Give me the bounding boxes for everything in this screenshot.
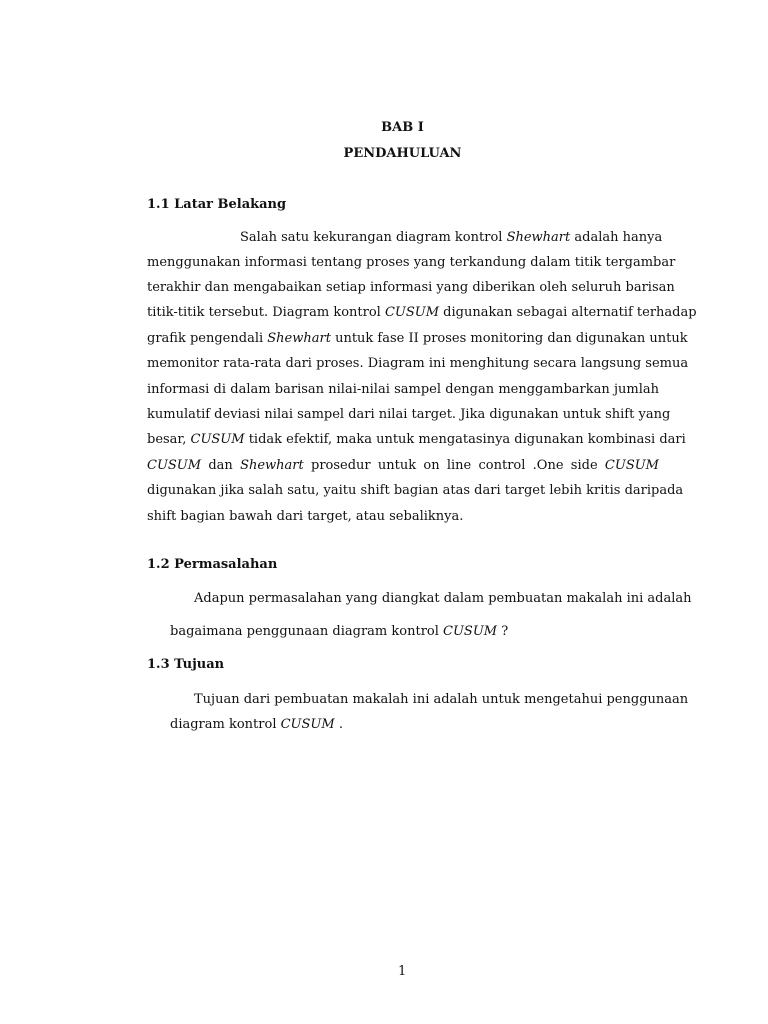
text-run: informasi di dalam barisan nilai-nilai sampel dengan menggambarkan jumlah [147,382,659,397]
section-heading-latar-belakang: 1.1 Latar Belakang [147,197,287,212]
emphasis-text: Shewhart [506,230,571,245]
emphasis-text: Shewhart [267,331,331,346]
section-heading-permasalahan: 1.2 Permasalahan [147,557,278,572]
paragraph-line [147,431,686,448]
text-run: memonitor rata-rata dari proses. Diagram ini menghitung secara langsung semua [147,356,689,371]
paragraph-line [147,254,676,271]
text-run: menggunakan informasi tentang proses yang terkandung dalam titik tergambar [147,255,676,270]
text-run: . [334,717,343,732]
emphasis-text: CUSUM [604,458,659,473]
paragraph-line [147,482,684,499]
emphasis-text: Shewhart [240,458,304,473]
emphasis-text: CUSUM [280,717,335,732]
section-heading-tujuan: 1.3 Tujuan [147,657,225,672]
chapter-title: BAB I [381,120,424,135]
paragraph-line [147,406,671,423]
text-run: dan [201,458,241,473]
tujuan-line-2 [170,717,343,732]
paragraph-line [147,330,688,347]
text-run: digunakan jika salah satu, yaitu shift bagian atas dari target lebih kritis daripada [147,483,684,498]
text-run: tidak efektif, maka untuk mengatasinya digunakan kombinasi dari [244,432,686,447]
text-run: terakhir dan mengabaikan setiap informasi yang diberikan oleh seluruh barisan [147,280,675,295]
text-run: titik-titik tersebut. Diagram kontrol [147,305,385,320]
emphasis-text: CUSUM [190,432,245,447]
paragraph-line [147,457,659,474]
text-run: kumulatif deviasi nilai sampel dari nilai target. Jika digunakan untuk shift yang [147,407,671,422]
text-run: prosedur untuk on line control .One side [303,458,605,473]
text-run: Salah satu kekurangan diagram kontrol [240,230,507,245]
paragraph-line [147,279,675,296]
paragraph-line [240,229,663,246]
text-run: digunakan sebagai alternatif terhadap [439,305,697,320]
text-run: grafik pengendali [147,331,268,346]
paragraph-line [147,355,689,372]
text-run: bagaimana penggunaan diagram kontrol [170,624,444,639]
emphasis-text: CUSUM [384,305,440,320]
text-run: diagram kontrol [170,717,281,732]
tujuan-line-1: Tujuan dari pembuatan makalah ini adalah untuk mengetahui penggunaan [194,692,689,707]
text-run: ? [497,624,509,639]
paragraph-line [147,381,659,398]
emphasis-text: CUSUM [147,458,202,473]
permasalahan-line-1: Adapun permasalahan yang diangkat dalam pembuatan makalah ini adalah [194,591,692,606]
paragraph-line [147,304,697,321]
text-run: untuk fase II proses monitoring dan digunakan untuk [330,331,688,346]
chapter-subtitle: PENDAHULUAN [343,146,462,161]
emphasis-text: CUSUM [443,624,498,639]
page-number: 1 [398,964,407,979]
text-run: adalah hanya [570,230,663,245]
paragraph-line [147,508,659,525]
permasalahan-line-2 [170,624,508,639]
text-run: besar, [147,432,191,447]
text-run: shift bagian bawah dari target, atau sebaliknya. [147,509,464,524]
